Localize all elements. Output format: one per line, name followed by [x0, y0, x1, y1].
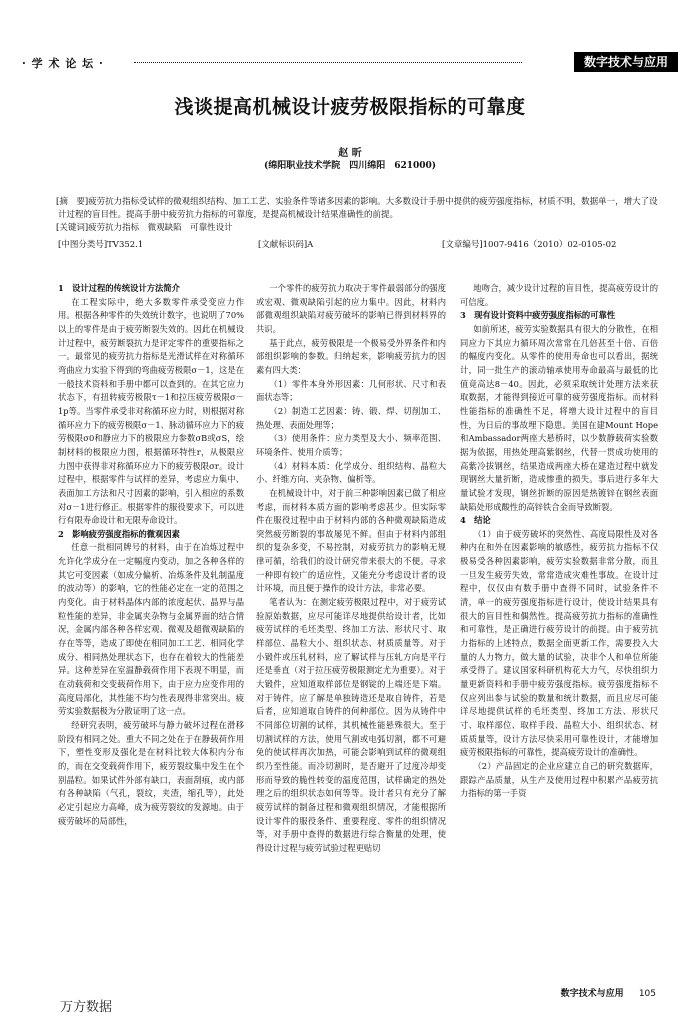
- document-code: [文献标识码]A: [258, 240, 314, 250]
- classification-row: [58, 238, 658, 252]
- section-heading: 2 影响疲劳强度指标的微观因素: [58, 528, 180, 539]
- paragraph: 地吻合，减少设计过程的盲目性，提高疲劳设计的可信度。: [460, 283, 658, 307]
- keywords: [关键词]疲劳抗力指标 微观缺陷 可靠性设计: [56, 223, 233, 233]
- body-column-1: [58, 282, 244, 828]
- journal-badge: 数字技术与应用: [574, 52, 678, 72]
- paragraph: 笔者认为：在测定疲劳极限过程中，对于疲劳试验原始数据，应尽可能详尽地提供给设计者，比如疲劳试样的毛坯类型、终加工方法、形状尺寸、取样部位、晶粒大小、组织状态、材质质量等。对于小锻件或压轧材料，应了解试样与压轧方向是平行还是垂直（对于拉压疲劳极限测定尤为重要）。对于大锻件，应知道取样部位是钢锭的上端还是下端。对于铸件，应了解是单独铸造还是取自铸件，若是后者，应知道取自铸件的何种部位。因为从铸件中不同部位切割的试样，其机械性能悬殊很大。至于切割试样的方法，使用气割或电弧切割，都不可避免的使试样再次加热，可能会影响到试样的微观组织乃至性能。而冷切割时，是否避开了过度冷却变形而导致的脆性转变的温度范围，试样确定的热处理之后的组织状态如何等等。设计者只有充分了解疲劳试样的制备过程和微观组织情况，才能根据所设计零件的服役条件、重要程度、零件的组织情况等，对手册中查得的数据进行综合衡量的处理，使得设计过程与疲劳试验过程更贴切: [256, 597, 446, 853]
- page-footer: [561, 986, 656, 999]
- paragraph: 一个零件的疲劳抗力取决于零件最弱部分的强度或宏观、微观缺陷引起的应力集中。因此，材料内部微观组织缺陷对疲劳破坏的影响已得到材料界的共识。: [256, 283, 446, 334]
- paragraph: 在机械设计中，对于前三种影响因素已做了相应考虑，而材料本质方面的影响考虑甚少。但实际零件在服役过程中由于材料内部的各种微观缺陷造成突然疲劳断裂的事故屡见不鲜。但由于材料内部组织的复杂多变，不易控制，对疲劳抗力的影响无规律可循，给我们的设计研究带来很大的不便。寻求一种即有较广的适应性，又能充分考虑设计者的设计环境，而且便于操作的设计方法，非常必要。: [256, 487, 446, 594]
- section-label: · 学 术 论 坛 ·: [22, 57, 104, 70]
- paragraph: 任意一批相同牌号的材料，由于在冶炼过程中允许化学成分在一定幅度内变动，加之各种各样的其它可变因素（如成分偏析、冶炼条件及轧制温度的波动等）的影响，它的性能必定在一定的范围之内变化。由于材料晶体内部的浓度起伏、晶界与晶粒性能的差异，非金属夹杂物与金属界面的结合情况，金属内部各种各样宏观、微观及超微观缺陷的存在等等，造成了即使在相同加工工艺、相同化学成分、相同热处理状态下，也存在着较大的性能差异。这种差异在室温静载荷作用下表现不明显，而在动载荷和交变载荷作用下，由于应力应变作用的高度局部化，其性能不均匀性表现得非常突出。疲劳实验数据极为分散证明了这一点。: [58, 542, 244, 717]
- page-header: [22, 52, 678, 72]
- abstract: [摘 要]疲劳抗力指标受试样的微观组织结构、加工工艺、实验条件等诸多因素的影响。大多数设计手册中提供的疲劳强度指标，材质不明，数据单一，增大了设计过程的盲目性。提高手册中疲劳抗力指标的可靠度，是提高机械设计结果准确性的前提。: [56, 197, 658, 220]
- paragraph: 经研究表明，疲劳破坏与静力破坏过程在滑移阶段有相同之处。重大不同之处在于在静载荷作用下，塑性变形及强化是在材料比较大体积内分布的，而在交变载荷作用下，疲劳裂纹集中发生在个别晶粒。如果试件外部有缺口，表面刮痕，或内部有各种缺陷（气孔，裂纹，夹渣，缩孔等），此处必定引起应力高峰，成为疲劳裂纹的发源地。由于疲劳破坏的局部性，: [58, 720, 244, 826]
- paragraph: 在工程实际中，绝大多数零件承受变应力作用。根据各种零件的失效统计数字，也说明了70%以上的零件是由于疲劳断裂失效的。因此在机械设计过程中，疲劳断裂抗力是评定零件的重要指标之一。最常见的疲劳抗力指标是光滑试样在对称循环弯曲应力实验下得到的弯曲疲劳极限σ－1，这是在一般技术资料和手册中都可以查到的。在其它应力状态下，有扭转疲劳极限τ－1和拉压疲劳极限σ－1p等。当零件承受非对称循环应力时，则根据对称循环应力下的疲劳极限σ－1、脉动循环应力下的疲劳极限σ0和静应力下的极限应力参数σB或σS，绘制材料的极限应力图，根据循环特性r，从极限应力图中获得非对称循环应力下的疲劳极限σr。设计过程中，根据零件与试样的差异，考虑应力集中、表面加工方法和尺寸因素的影响，引入相应的系数对σ－1进行修正。根据零件的服役要求下，可以进行有限寿命设计和无限寿命设计。: [58, 296, 244, 526]
- paragraph: （3）使用条件：应力类型及大小、频率范围、环境条件、使用介质等；: [256, 433, 446, 457]
- page-number: 105: [638, 989, 656, 999]
- header-rule: [134, 62, 522, 63]
- author: 赵 昕: [338, 148, 362, 159]
- body-column-3: [460, 282, 658, 801]
- section-heading: 4 结论: [460, 515, 491, 526]
- footer-journal: 数字技术与应用: [560, 989, 624, 999]
- paragraph: 基于此点，疲劳极限是一个极易受外界条件和内部组织影响的参数。归纳起来，影响疲劳抗力的因素有四大类：: [256, 337, 446, 375]
- article-title: 浅谈提高机械设计疲劳极限指标的可靠度: [174, 96, 526, 118]
- paragraph: （1）由于疲劳破坏的突然性、高度局限性及对各种内在和外在因素影响的敏感性，疲劳抗力指标不仅极易受各种因素影响，疲劳实验数据非常分散，而且一旦发生疲劳失效，常常造成灾难性事故。在设计过程中，仅仅由有数手册中查得不同时，试验条件不清，单一的疲劳强度指标进行设计，使设计结果具有很大的盲目性和偶然性。提高疲劳抗力指标的准确性和可靠性，是正确进行疲劳设计的前提。由于疲劳抗力指标的上述特点，数据全面更新工作，需要投入大量的人力物力，做大量的试验，决非个人和单位所能承受得了。建议国家科研机构花大力气，尽快组织力量更新资料和手册中疲劳强度指标。疲劳强度指标不仅应列出参与试验的数量和统计数据，而且应尽可能详尽地提供试样的毛坯类型、终加工方法、形状尺寸、取样部位、取样手段、晶粒大小、组织状态、材质质量等，设计方法尽快采用可靠性设计，才能增加疲劳极限指标的可靠性，提高疲劳设计的准确性。: [460, 528, 658, 758]
- paragraph: （1）零件本身外形因素：几何形状、尺寸和表面状态等；: [256, 378, 446, 403]
- paragraph: 如前所述，疲劳实验数据具有很大的分散性，在相同应力下其应力循环周次常常在几倍甚至十倍、百倍的幅度内变化。从零件的使用寿命也可以看出，据统计，同一批生产的滚动轴承使用寿命最高与最低的比值竟高达8－40。因此，必须采取统计处理方法来获取数据，才能得到接近可靠的疲劳强度指标。而材料性能指标的准确性不足，将增大设计过程中的盲目性，为日后的事故埋下隐患。美国在建Mount Hope和Ambassador两座大悬桥时，以少数静载荷实验数据为依据，用热处理高紫钢丝，代替一贯成功使用的高紫冷拔钢丝，结果造成两座大桥在建造过程中就发现钢丝大量折断，造成惨重的损失。事后进行多年大量试验才发现，钢丝折断的原因是热镀锌在钢丝表面缺陷处形成酸性的高锌铁合金而导致断裂。: [460, 323, 658, 512]
- paragraph: （2）产品固定的企业应建立自己的研究数据库，跟踪产品质量，从生产及使用过程中积累产品疲劳抗力指标的第一手资: [460, 760, 658, 799]
- section-heading: 1 设计过程的传统设计方法简介: [58, 283, 180, 293]
- abstract-block: [58, 196, 658, 235]
- paragraph: （4）材料本质：化学成分、组织结构、晶粒大小、纤维方向、夹杂物、偏析等。: [256, 460, 446, 485]
- body-column-2: [256, 282, 446, 856]
- affiliation: (绵阳职业技术学院 四川绵阳 621000): [263, 161, 437, 171]
- paragraph: （2）制造工艺因素：铸、锻、焊、切削加工、热处理、表面处理等；: [256, 405, 446, 430]
- clc-number: [中图分类号]TV352.1: [58, 240, 144, 250]
- article-number: [文章编号]1007-9416（2010）02-0105-02: [442, 240, 617, 250]
- watermark: 万方数据: [60, 1000, 113, 1015]
- section-heading: 3 现有设计资料中疲劳强度指标的可靠性: [460, 310, 616, 321]
